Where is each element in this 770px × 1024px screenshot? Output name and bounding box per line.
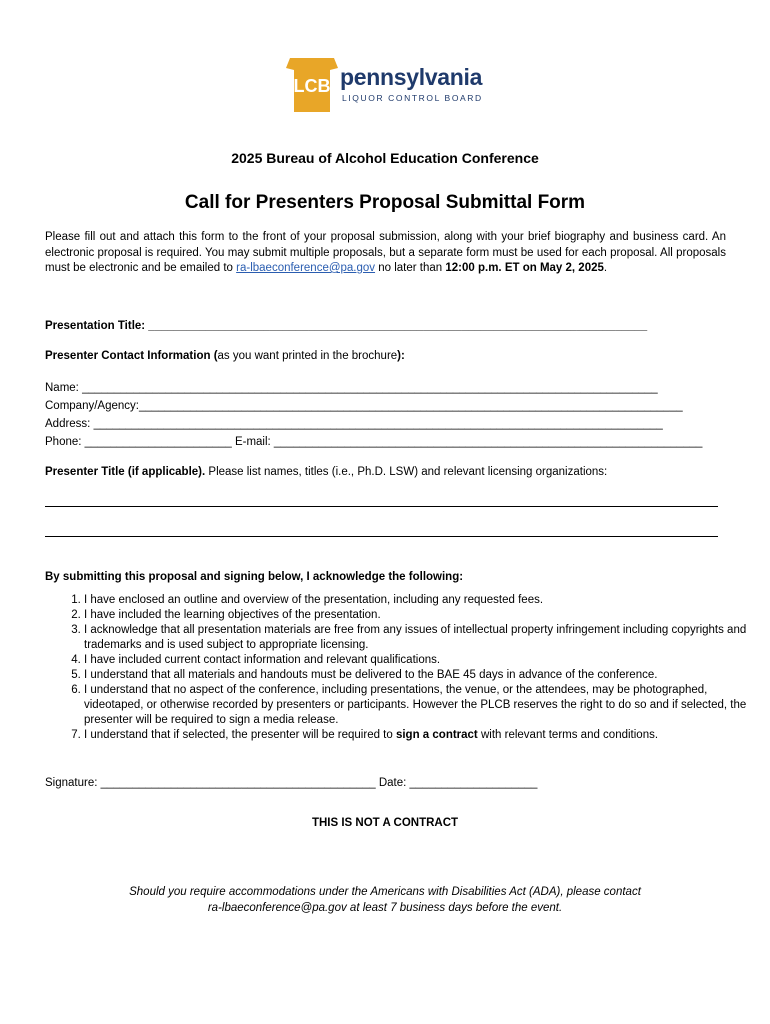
form-title: Call for Presenters Proposal Submittal Form xyxy=(184,192,586,213)
list-item: 1. I have enclosed an outline and overview of the presentation, including any requested fees. xyxy=(84,593,765,608)
intro-paragraph xyxy=(45,230,726,277)
not-contract-notice: THIS IS NOT A CONTRACT xyxy=(311,817,459,829)
list-item: 4. I have included current contact information and relevant qualifications. xyxy=(84,653,765,668)
deadline-text: 12:00 p.m. ET on May 2, 2025 xyxy=(445,262,604,274)
intro-text: Please fill out and attach this form to the front of your proposal submission, along with your brief biography and business card. An electronic proposal is required. You may submit multiple proposals, but a separate form must be used for each proposal. All proposals must be electronic and be emailed to xyxy=(45,231,726,274)
contact-heading-bold: Presenter Contact Information ( xyxy=(45,350,218,362)
presenter-title-line-2[interactable] xyxy=(45,536,718,537)
signature-date-field[interactable]: Signature: ___________________________________________ Date: ____________________ xyxy=(45,777,538,789)
ada-line: ra-lbaeconference@pa.gov at least 7 business days before the event. xyxy=(207,902,563,914)
list-item: 6. I understand that no aspect of the conference, including presentations, the venue, or the attendees, may be photographed, videotaped, or otherwise recorded by presenters or participants. However the PLCB reserves the right to do so and if selected, the presenter will be required to sign a media release. xyxy=(84,683,765,728)
presenter-title-note: Please list names, titles (i.e., Ph.D. LSW) and relevant licensing organizations: xyxy=(205,466,608,478)
list-item: 3. I acknowledge that all presentation materials are free from any issues of intellectual property infringement including copyrights and trademarks and is used subject to appropriate licensing. xyxy=(84,623,765,653)
plcb-logo xyxy=(286,58,486,112)
contact-info-heading xyxy=(45,350,726,362)
list-item: 5. I understand that all materials and handouts must be delivered to the BAE 45 days in advance of the conference. xyxy=(84,668,765,683)
item-text: I understand that if selected, the presenter will be required to xyxy=(84,729,396,741)
ada-line: Should you require accommodations under the Americans with Disabilities Act (ADA), please contact xyxy=(129,886,641,898)
ada-notice xyxy=(0,884,770,916)
item-emphasis: sign a contract xyxy=(395,729,478,741)
keystone-icon xyxy=(286,58,338,112)
presentation-title-field[interactable]: Presentation Title: ______________________________________________________________________________ xyxy=(45,320,648,332)
address-field[interactable]: Address: _________________________________________________________________________________________ xyxy=(45,418,663,430)
acknowledgement-list xyxy=(45,593,765,743)
presenter-title-line-1[interactable] xyxy=(45,506,718,507)
presenter-title-bold: Presenter Title (if applicable). xyxy=(45,466,206,478)
item-text: with relevant terms and conditions. xyxy=(477,729,659,741)
list-item: 2. I have included the learning objectives of the presentation. xyxy=(84,608,765,623)
phone-email-field[interactable]: Phone: _______________________ E-mail: ___________________________________________________________________ xyxy=(45,436,703,448)
conference-title: 2025 Bureau of Alcohol Education Conference xyxy=(231,150,539,166)
intro-text: no later than xyxy=(375,262,446,274)
presenter-title-prompt xyxy=(45,466,726,478)
intro-text: . xyxy=(603,262,608,274)
logo-subtitle: LIQUOR CONTROL BOARD xyxy=(342,93,483,103)
company-field[interactable]: Company/Agency:_____________________________________________________________________________________ xyxy=(45,400,683,412)
contact-heading-end: ): xyxy=(397,350,405,362)
logo-wordmark: pennsylvania xyxy=(340,64,483,90)
email-link[interactable]: ra-lbaeconference@pa.gov xyxy=(236,262,376,274)
name-field[interactable]: Name: __________________________________________________________________________________________ xyxy=(45,382,658,394)
contact-heading-note: as you want printed in the brochure xyxy=(217,350,398,362)
list-item xyxy=(84,728,765,743)
acknowledgement-heading: By submitting this proposal and signing below, I acknowledge the following: xyxy=(45,571,464,583)
logo-initials: LCB xyxy=(293,76,331,96)
